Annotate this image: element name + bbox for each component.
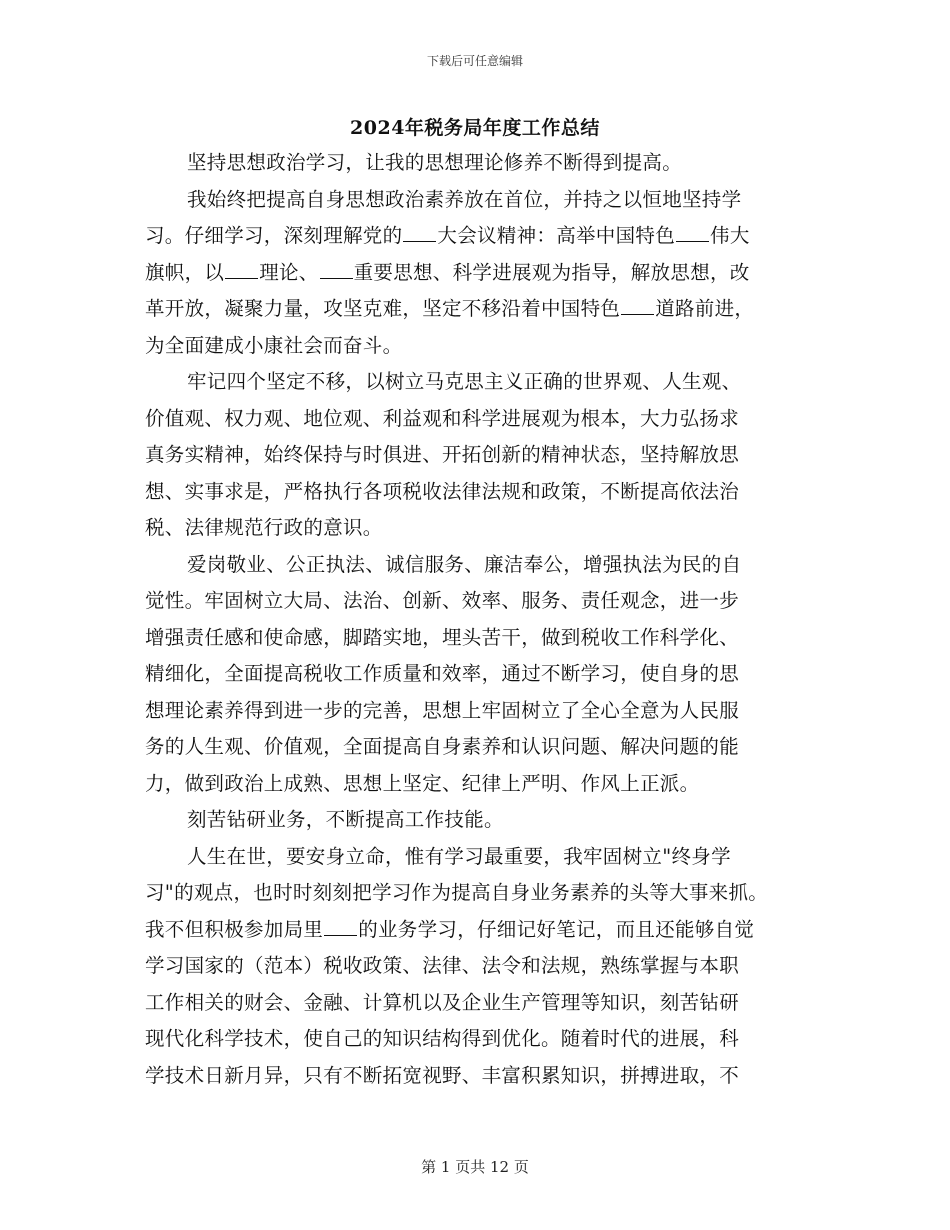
body-text-segment: 为全面建成小康社会而奋斗。 — [145, 333, 403, 357]
body-text-segment: 重要思想、科学进展观为指导，解放思想，改 — [353, 260, 750, 284]
body-line — [145, 547, 805, 584]
body-text-segment: 学技术日新月异，只有不断拓宽视野、丰富积累知识，拼搏进取，不 — [145, 1063, 740, 1087]
body-text-segment: 工作相关的财会、金融、计算机以及企业生产管理等知识，刻苦钻研 — [145, 990, 740, 1014]
body-line — [145, 583, 805, 620]
body-text-segment: 精细化，全面提高税收工作质量和效率，通过不断学习，使自身的思 — [145, 662, 740, 685]
body-line — [145, 401, 805, 438]
body-text-segment: 大会议精神：高举中国特色 — [437, 224, 676, 247]
body-line — [145, 1058, 805, 1095]
body-text-segment: 的业务学习，仔细记好笔记，而且还能够自觉 — [358, 917, 755, 941]
fill-in-blank — [621, 298, 654, 315]
fill-in-blank — [676, 225, 709, 242]
page-header-note: 下载后可任意编辑 — [426, 54, 523, 68]
body-text-segment: 革开放，凝聚力量，攻坚克难，坚定不移沿着中国特色 — [145, 297, 621, 320]
body-text-segment: 习"的观点，也时时刻刻把学习作为提高自身业务素养的头等大事来抓。 — [145, 881, 769, 904]
body-text-segment: 学习国家的（范本）税收政策、法律、法令和法规，熟练掌握与本职 — [145, 954, 740, 977]
body-line — [145, 328, 805, 365]
body-text-segment: 我始终把提高自身思想政治素养放在首位，并持之以恒地坚持学 — [187, 187, 742, 211]
body-line — [145, 802, 805, 839]
body-text-segment: 道路前进， — [655, 297, 755, 320]
body-text-segment: 旗帜，以 — [145, 260, 225, 284]
body-text-segment: 想、实事求是，严格执行各项税收法律法规和政策，不断提高依法治 — [145, 479, 740, 503]
body-text-segment: 想理论素养得到进一步的完善，思想上牢固树立了全心全意为人民服 — [145, 698, 740, 722]
body-text-segment: 税、法律规范行政的意识。 — [145, 516, 383, 539]
body-line — [145, 985, 805, 1022]
body-line — [145, 182, 805, 219]
body-text-segment: 理论、 — [259, 260, 319, 284]
body-text-segment: 增强责任感和使命感，脚踏实地，埋头苦干，做到税收工作科学化、 — [145, 625, 740, 649]
body-line — [145, 875, 805, 912]
body-line — [145, 1021, 805, 1058]
body-line — [145, 766, 805, 803]
body-line — [145, 839, 805, 876]
body-text-segment: 现代化科学技术，使自己的知识结构得到优化。随着时代的进展，科 — [145, 1027, 740, 1050]
body-text-segment: 真务实精神，始终保持与时俱进、开拓创新的精神状态，坚持解放思 — [145, 443, 740, 466]
body-text-segment: 人生在世，要安身立命，惟有学习最重要，我牢固树立"终身学 — [187, 844, 731, 868]
body-line — [145, 656, 805, 693]
body-line — [145, 474, 805, 511]
document-body — [145, 145, 805, 1094]
body-line — [145, 693, 805, 730]
fill-in-blank — [324, 919, 357, 936]
document-title: 2024年税务局年度工作总结 — [350, 117, 600, 139]
body-line — [145, 364, 805, 401]
body-text-segment: 伟大 — [710, 224, 750, 247]
body-line — [145, 510, 805, 547]
body-line — [145, 218, 805, 255]
body-text-segment: 价值观、权力观、地位观、利益观和科学进展观为根本，大力弘扬求 — [145, 406, 740, 430]
body-text-segment: 力，做到政治上成熟、思想上坚定、纪律上严明、作风上正派。 — [145, 771, 700, 795]
body-text-segment: 牢记四个坚定不移，以树立马克思主义正确的世界观、人生观、 — [187, 370, 742, 393]
body-text-segment: 觉性。牢固树立大局、法治、创新、效率、服务、责任观念，进一步 — [145, 589, 740, 612]
body-line — [145, 437, 805, 474]
fill-in-blank — [320, 262, 353, 279]
body-line — [145, 291, 805, 328]
body-text-segment: 务的人生观、价值观，全面提高自身素养和认识问题、解决问题的能 — [145, 735, 740, 758]
body-text-segment: 爱岗敬业、公正执法、诚信服务、廉洁奉公，增强执法为民的自 — [187, 552, 742, 576]
body-line — [145, 948, 805, 985]
body-line — [145, 255, 805, 292]
page-footer-page-number: 第 1 页共 12 页 — [421, 1158, 529, 1176]
body-line — [145, 729, 805, 766]
body-text-segment: 习。仔细学习，深刻理解党的 — [145, 224, 403, 247]
body-text-segment: 坚持思想政治学习，让我的思想理论修养不断得到提高。 — [187, 151, 683, 174]
fill-in-blank — [403, 225, 436, 242]
body-line — [145, 620, 805, 657]
body-text-segment: 我不但积极参加局里 — [145, 917, 324, 941]
body-line — [145, 145, 805, 182]
body-text-segment: 刻苦钻研业务，不断提高工作技能。 — [187, 808, 504, 831]
body-line — [145, 912, 805, 949]
fill-in-blank — [225, 262, 258, 279]
